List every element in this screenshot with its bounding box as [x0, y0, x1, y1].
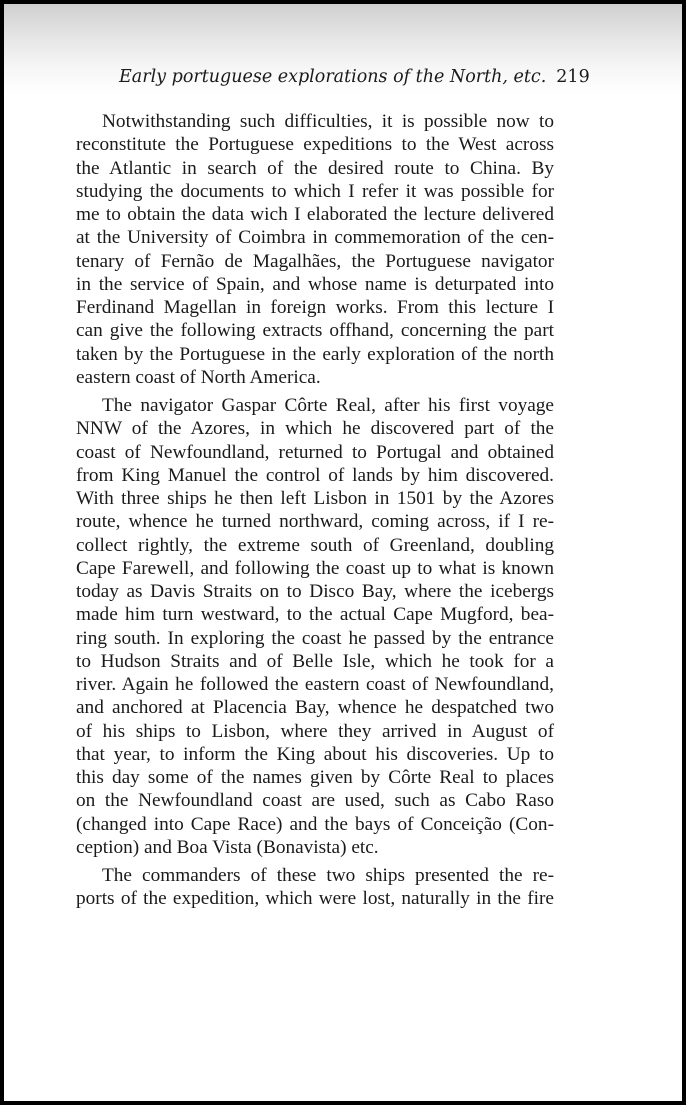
text-line: eastern coast of North America. [76, 366, 321, 388]
text-line: (changed into Cape Race) and the bays of Conceição (Con- [76, 813, 554, 835]
text-line: and anchored at Placencia Bay, whence he despatched two [76, 697, 554, 719]
paragraph [76, 110, 554, 389]
text-line: ports of the expedition, which were lost, naturally in the fire [76, 888, 554, 910]
text-line: The navigator Gaspar Côrte Real, after his first voyage [102, 395, 554, 416]
page-number: 219 [556, 67, 590, 87]
text-line: studying the documents to which I refer it was possible for [76, 180, 554, 202]
text-line: this day some of the names given by Côrte Real to places [76, 767, 554, 788]
text-line: of his ships to Lisbon, where they arrived in August of [76, 720, 554, 742]
text-line: With three ships he then left Lisbon in 1501 by the Azores [76, 488, 554, 509]
text-line: ception) and Boa Vista (Bonavista) etc. [76, 836, 379, 858]
text-line: tenary of Fernão de Magalhães, the Portuguese navigator [76, 250, 554, 272]
text-line: route, whence he turned northward, coming across, if I re- [76, 511, 554, 533]
text-line: reconstitute the Portuguese expeditions to the West across [76, 134, 554, 156]
text-line: ring south. In exploring the coast he passed by the entrance [76, 627, 554, 649]
text-line: on the Newfoundland coast are used, such as Cabo Raso [76, 790, 554, 812]
text-line: can give the following extracts offhand, concerning the part [76, 320, 554, 342]
paragraph [76, 394, 554, 859]
paragraph [76, 864, 554, 911]
running-header [119, 67, 590, 87]
text-line: that year, to inform the King about his discoveries. Up to [76, 743, 554, 765]
text-line: river. Again he followed the eastern coast of Newfoundland, [76, 674, 554, 695]
running-title: Early portuguese explorations of the North, etc. [119, 67, 547, 87]
text-line: collect rightly, the extreme south of Greenland, doubling [76, 534, 554, 556]
text-line: Notwithstanding such difficulties, it is possible now to [102, 111, 554, 132]
text-line: Ferdinand Magellan in foreign works. From this lecture I [76, 297, 554, 318]
text-line: taken by the Portuguese in the early exploration of the north [76, 343, 554, 365]
text-line: coast of Newfoundland, returned to Portugal and obtained [76, 441, 554, 463]
text-line: at the University of Coimbra in commemoration of the cen- [76, 227, 554, 249]
text-line: me to obtain the data wich I elaborated the lecture delivered [76, 204, 554, 225]
text-line: from King Manuel the control of lands by him discovered. [76, 464, 554, 486]
text-line: made him turn westward, to the actual Cape Mugford, bea- [76, 604, 554, 626]
text-line: the Atlantic in search of the desired route to China. By [76, 157, 554, 179]
text-line: The commanders of these two ships presented the re- [102, 865, 554, 886]
text-line: to Hudson Straits and of Belle Isle, which he took for a [76, 650, 554, 672]
text-line: NNW of the Azores, in which he discovered part of the [76, 418, 554, 440]
text-line: Cape Farewell, and following the coast up to what is known [76, 557, 554, 579]
body-text [76, 110, 554, 911]
text-line: in the service of Spain, and whose name is deturpated into [76, 273, 554, 295]
text-line: today as Davis Straits on to Disco Bay, where the icebergs [76, 581, 554, 602]
